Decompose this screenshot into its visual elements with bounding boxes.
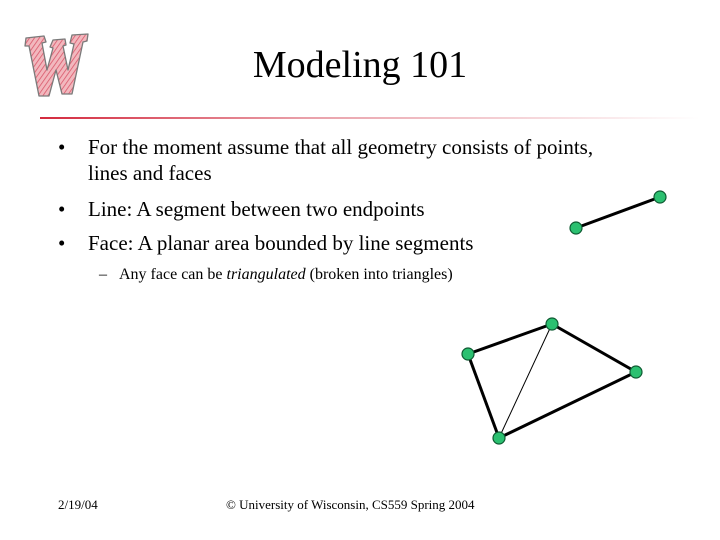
bullet-marker: • [58,197,66,221]
sub-bullet-text-after: (broken into triangles) [305,266,453,283]
bullet-marker: • [58,135,66,159]
footer-date: 2/19/04 [58,497,98,512]
title-divider [40,117,700,119]
bullet-geometry [58,134,678,188]
triangulation-diagonal [499,324,552,438]
face-edge [468,354,499,438]
bullet-text-line1: For the moment assume that all geometry consists of points, [88,135,594,159]
sub-bullet-text-before: Any face can be [119,266,227,283]
slide-title: Modeling 101 [252,44,468,86]
bullet-text-line2: lines and faces [88,161,212,185]
sub-bullet-marker: – [99,266,107,283]
bullet-line [58,196,558,222]
sub-bullet-text [119,264,453,286]
point [570,222,582,234]
point [654,191,666,203]
bullet-text: Line: A segment between two endpoints [88,197,425,221]
line-segment [576,197,660,228]
footer-credit: © University of Wisconsin, CS559 Spring 2004 [226,497,475,512]
point [546,318,558,330]
bullet-face [58,230,558,256]
face-edge [552,324,636,372]
bullet-text: Face: A planar area bounded by line segments [88,231,474,255]
point [493,432,505,444]
face-edge [499,372,636,438]
point [630,366,642,378]
sub-bullet-emphasis: triangulated [226,266,306,283]
face-edge [468,324,552,354]
point [462,348,474,360]
bullet-marker: • [58,231,66,255]
